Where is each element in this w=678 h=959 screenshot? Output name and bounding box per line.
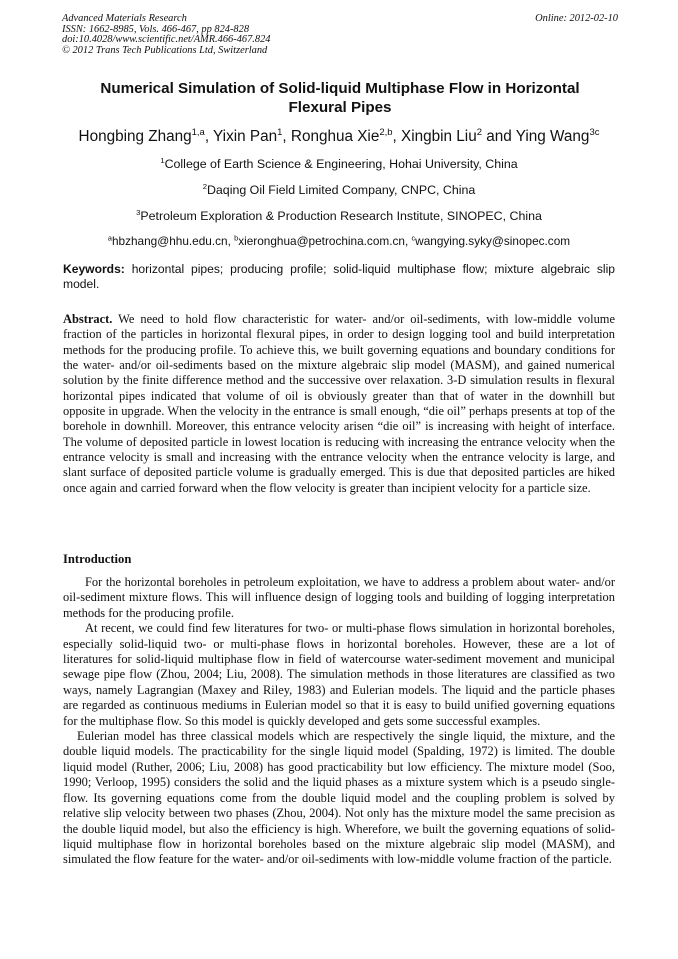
author-affiliation-mark: 3c (589, 126, 600, 138)
email-mark: b (234, 233, 239, 243)
page-header (62, 14, 618, 56)
author-separator: , (204, 128, 214, 145)
abstract-label: Abstract. (63, 312, 113, 326)
author-affiliation-mark: 1,a (191, 126, 205, 138)
author-affiliation-mark: 2 (476, 126, 482, 138)
affiliation-2 (40, 183, 638, 197)
author-name: Hongbing Zhang (78, 128, 192, 145)
affiliation-1 (40, 157, 638, 171)
email-separator: , (404, 234, 412, 248)
author-separator: and (482, 128, 516, 145)
online-date: Online: 2012-02-10 (535, 13, 618, 24)
author-separator: , (392, 128, 402, 145)
email-address: xieronghua@petrochina.com.cn (238, 234, 405, 248)
author-list (30, 127, 648, 147)
paragraph: For the horizontal boreholes in petroleum exploitation, we have to address a problem about water- and/or oil-sediment mixture flows. This will influence design of logging tools and building of logging interpretation methods for the producing profile. (63, 575, 615, 620)
issn-line: ISSN: 1662-8985, Vols. 466-467, pp 824-828 (62, 23, 250, 35)
author-separator: , (282, 128, 291, 145)
copyright-line: © 2012 Trans Tech Publications Ltd, Switzerland (62, 44, 268, 56)
email-separator: , (227, 234, 235, 248)
doi-line: doi:10.4028/www.scientific.net/AMR.466-467.824 (62, 34, 271, 46)
keywords-block (63, 262, 615, 293)
email-mark: a (107, 233, 112, 243)
email-address: wangying.syky@sinopec.com (415, 234, 571, 248)
paragraph: At recent, we could find few literatures for two- or multi-phase flows simulation in horizontal boreholes, especially solid-liquid two- or multi-phase flows in horizontal boreholes. However, these are a lot of literatures for solid-liquid multiphase flow in field of watercourse water-sediment movement and municipal sewage pipe flow (Zhou, 2004; Liu, 2008). The simulation methods in those literatures are classified as two ways, namely Lagrangian (Maxey and Riley, 1983) and Eulerian models. The liquid and the particle phases are regarded as continuous mediums in Eulerian model so that it is easy to build unified governing equations for the multiphase flow. So this model is quickly developed and gets some successful examples. (63, 621, 615, 728)
email-list (40, 234, 638, 248)
keywords-label: Keywords: (63, 262, 125, 276)
affiliation-mark: 3 (136, 208, 141, 218)
author-affiliation-mark: 2,b (379, 126, 393, 138)
affiliation-text: Petroleum Exploration & Production Research Institute, SINOPEC, China (140, 209, 542, 223)
author-name: Yixin Pan (213, 128, 278, 145)
affiliation-3 (40, 209, 638, 223)
section-heading-introduction: Introduction (63, 552, 132, 566)
affiliation-text: College of Earth Science & Engineering, Hohai University, China (164, 157, 518, 171)
affiliation-mark: 2 (202, 182, 207, 192)
affiliation-mark: 1 (160, 156, 165, 166)
email-address: hbzhang@hhu.edu.cn (111, 234, 228, 248)
author-name: Ying Wang (515, 128, 590, 145)
paper-title: Numerical Simulation of Solid-liquid Multiphase Flow in Horizontal Flexural Pipes (100, 80, 580, 116)
author-affiliation-mark: 1 (277, 126, 283, 138)
journal-name: Advanced Materials Research (62, 13, 187, 24)
author-name: Xingbin Liu (401, 128, 477, 145)
abstract-block (63, 312, 615, 496)
keywords-text: horizontal pipes; producing profile; solid-liquid multiphase flow; mixture algebraic slip model. (63, 262, 615, 292)
author-name: Ronghua Xie (290, 128, 380, 145)
abstract-text: We need to hold flow characteristic for water- and/or oil-sediments, with low-middle volume fraction of the particles in horizontal flexural pipes, in order to design logging tool and build interpretation methods for the producing profile. To achieve this, we built governing equations and boundary conditions for the water- and/or oil-sediments based on the mixture algebraic slip model (MASM), and gained numerical solution by the finite difference method and the successive over relaxation. 3-D simulation results in flexural horizontal pipes indicated that volume of oil is obviously greater than that of water in the downhill but opposite in upgrade. When the velocity in the entrance is small enough, “die oil” perhaps presents at top of the borehole in downhill. Moreover, this entrance velocity arisen “die oil” is increasing with height of interface. The volume of deposited particle in lowest location is reducing with increasing the entrance velocity when the entrance velocity is small and increasing with the entrance velocity when the entrance velocity is large, and slant surface of deposited particle volume is gradually emerged. This is due that deposited particles are hiked once again and carried forward when the flow velocity is greater than incipient velocity for a particle size. (63, 312, 615, 495)
affiliation-text: Daqing Oil Field Limited Company, CNPC, China (206, 183, 476, 197)
email-mark: c (411, 233, 416, 243)
introduction-body (63, 575, 615, 868)
paragraph: Eulerian model has three classical models which are respectively the single liquid, the mixture, and the double liquid models. The practicability for the single liquid model (Spalding, 1972) is limited. The double liquid model (Ruther, 2006; Liu, 2008) has good practicability but low efficiency. The mixture model (Soo, 1990; Verloop, 1995) considers the solid and the liquid phases as a mixture system which is a pseudo single-flow. Its governing equations come from the double liquid model and the coupling problem is solved by relative slip velocity between two phases (Zhou, 2004). Not only has the mixture model the same precision as the double liquid model, but also the efficiency is high. Wherefore, we built the governing equations of solid-liquid multiphase flow in horizontal boreholes based on the mixture algebraic slip model (MASM), and simulated the flow feature for the water- and/or oil-sediments with low-middle volume fraction of the particle. (63, 729, 615, 867)
